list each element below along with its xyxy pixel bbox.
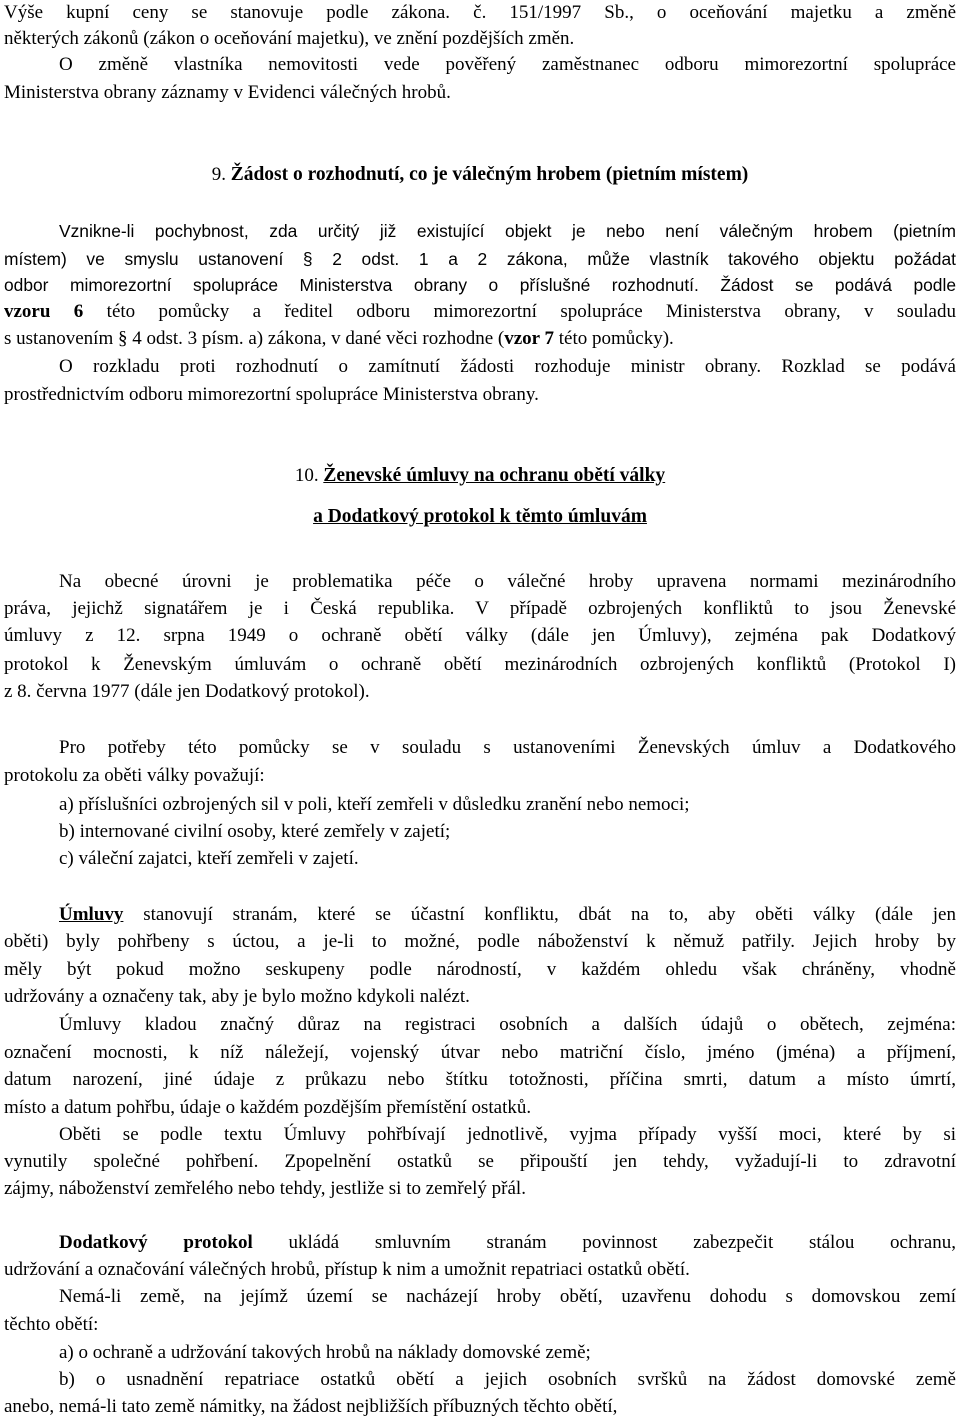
text-line: těchto obětí: — [4, 1314, 99, 1335]
text-line: vynutily společné pohřbení. Zpopelnění ostatků se připouští jen tehdy, vyžadují-li to zdravotní — [4, 1151, 956, 1172]
text-line — [59, 902, 956, 928]
text-span: této pomůcky a ředitel odboru mimorezortní spolupráce Ministerstva obrany, v souladu — [83, 301, 956, 322]
text-line: Ministerstva obrany záznamy v Evidenci válečných hrobů. — [4, 82, 451, 103]
text-line: oběti) byly pohřbeny s úctou, a je-li to možné, podle náboženství k němuž patřily. Jejich hroby by — [4, 931, 956, 952]
text-line: anebo, nemá-li tato země námitky, na žádost nejbližších příbuzných těchto obětí, — [4, 1396, 618, 1417]
list-item: c) váleční zajatci, kteří zemřeli v zajetí. — [59, 848, 359, 869]
text-line: místem) ve smyslu ustanovení § 2 odst. 1 a 2 zákona, může vlastník takového objektu požádat — [4, 249, 956, 269]
template-reference: vzor 7 — [504, 328, 554, 349]
text-line: protokolu za oběti války považují: — [4, 765, 265, 786]
list-item: a) příslušníci ozbrojených sil v poli, kteří zemřeli v důsledku zranění nebo nemoci; — [59, 794, 690, 815]
text-line — [59, 1230, 956, 1256]
section-number: 9. — [211, 164, 226, 185]
text-line: některých zákonů (zákon o oceňování majetku), ve znění pozdějších změn. — [4, 28, 575, 49]
text-line: Oběti se podle textu Úmluvy pohřbívají jednotlivě, vyjma případy vyšší moci, které by si — [59, 1124, 956, 1145]
text-line: odbor mimorezortní spolupráce Ministerstva obrany o příslušné rozhodnutí. Žádost se podává podle — [4, 275, 956, 295]
text-line: Pro potřeby této pomůcky se v souladu s ustanoveními Ženevských úmluv a Dodatkového — [59, 737, 956, 758]
text-line: prostřednictvím odboru mimorezortní spolupráce Ministerstva obrany. — [4, 384, 539, 405]
template-reference: vzoru 6 — [4, 301, 84, 322]
section-9-heading — [0, 162, 960, 188]
text-line: místo a datum pohřbu, údaje o každém pozdějším přemístění ostatků. — [4, 1097, 532, 1118]
text-line: úmluvy z 12. srpna 1949 o ochraně obětí války (dále jen Úmluvy), zejména pak Dodatkový — [4, 625, 956, 646]
text-line: protokol k Ženevským úmluvám o ochraně obětí mezinárodních ozbrojených konfliktů (Protokol I) — [4, 654, 956, 675]
term-umluvy: Úmluvy — [59, 904, 124, 925]
list-item: b) o usnadnění repatriace ostatků obětí a jejich osobních svršků na žádost domovské země — [59, 1369, 956, 1390]
text-line: O změně vlastníka nemovitosti vede pověřený zaměstnanec odboru mimorezortní spolupráce — [59, 54, 956, 75]
text-line: Vznikne-li pochybnost, zda určitý již existující objekt je nebo není válečným hrobem (pietním — [59, 221, 956, 241]
text-line: z 8. června 1977 (dále jen Dodatkový protokol). — [4, 681, 370, 702]
text-line: udržovány a označeny tak, aby je bylo možno kdykoli nalézt. — [4, 986, 470, 1007]
section-subtitle — [0, 504, 960, 530]
text-line: udržování a označování válečných hrobů, přístup k nim a umožnit repatriaci ostatků obětí. — [4, 1259, 690, 1280]
text-span: s ustanovením § 4 odst. 3 písm. a) zákona, v dané věci rozhodne ( — [4, 328, 505, 349]
list-item: b) internované civilní osoby, které zemřely v zajetí; — [59, 821, 451, 842]
text-line: datum narození, jiné údaje z průkazu nebo štítku totožnosti, příčina smrti, datum a místo úmrtí, — [4, 1069, 956, 1090]
text-line — [4, 326, 956, 352]
section-number: 10. — [294, 465, 319, 486]
section-subtitle-text: a Dodatkový protokol k těmto úmluvám — [313, 506, 647, 527]
section-title: Ženevské úmluvy na ochranu obětí války — [323, 465, 666, 486]
text-line: Výše kupní ceny se stanovuje podle zákona. č. 151/1997 Sb., o oceňování majetku a změně — [4, 2, 956, 23]
text-line: označení mocnosti, k níž náležejí, vojenský útvar nebo matriční číslo, jméno (jména) a příjmení, — [4, 1042, 956, 1063]
text-line: Nemá-li země, na jejímž území se nacházejí hroby obětí, uzavřenu dohodu s domovskou zemí — [59, 1286, 956, 1307]
text-span: ukládá smluvním stranám povinnost zabezpečit stálou ochranu, — [252, 1232, 956, 1253]
text-span: této pomůcky). — [554, 328, 674, 349]
text-line: Na obecné úrovni je problematika péče o válečné hroby upravena normami mezinárodního — [59, 571, 956, 592]
text-line: Úmluvy kladou značný důraz na registraci osobních a dalších údajů o obětech, zejména: — [59, 1014, 956, 1035]
text-line: zájmy, náboženství zemřelého nebo tehdy, jestliže si to zemřelý přál. — [4, 1178, 526, 1199]
section-10-heading — [0, 463, 960, 489]
text-line — [4, 299, 956, 325]
list-item: a) o ochraně a udržování takových hrobů na náklady domovské země; — [59, 1342, 591, 1363]
term-dodatkovy-protokol: Dodatkový protokol — [59, 1232, 253, 1253]
text-line: O rozkladu proti rozhodnutí o zamítnutí žádosti rozhoduje ministr obrany. Rozklad se podává — [59, 356, 956, 377]
text-line: měly být pokud možno seskupeny podle národností, v každém ohledu však chráněny, vhodně — [4, 959, 956, 980]
text-span: stanovují stranám, které se účastní konfliktu, dbát na to, aby oběti války (dále jen — [123, 904, 956, 925]
text-line: práva, jejichž signatářem je i Česká republika. V případě ozbrojených konfliktů to jsou Ženevské — [4, 598, 956, 619]
section-title: Žádost o rozhodnutí, co je válečným hrobem (pietním místem) — [230, 164, 749, 185]
